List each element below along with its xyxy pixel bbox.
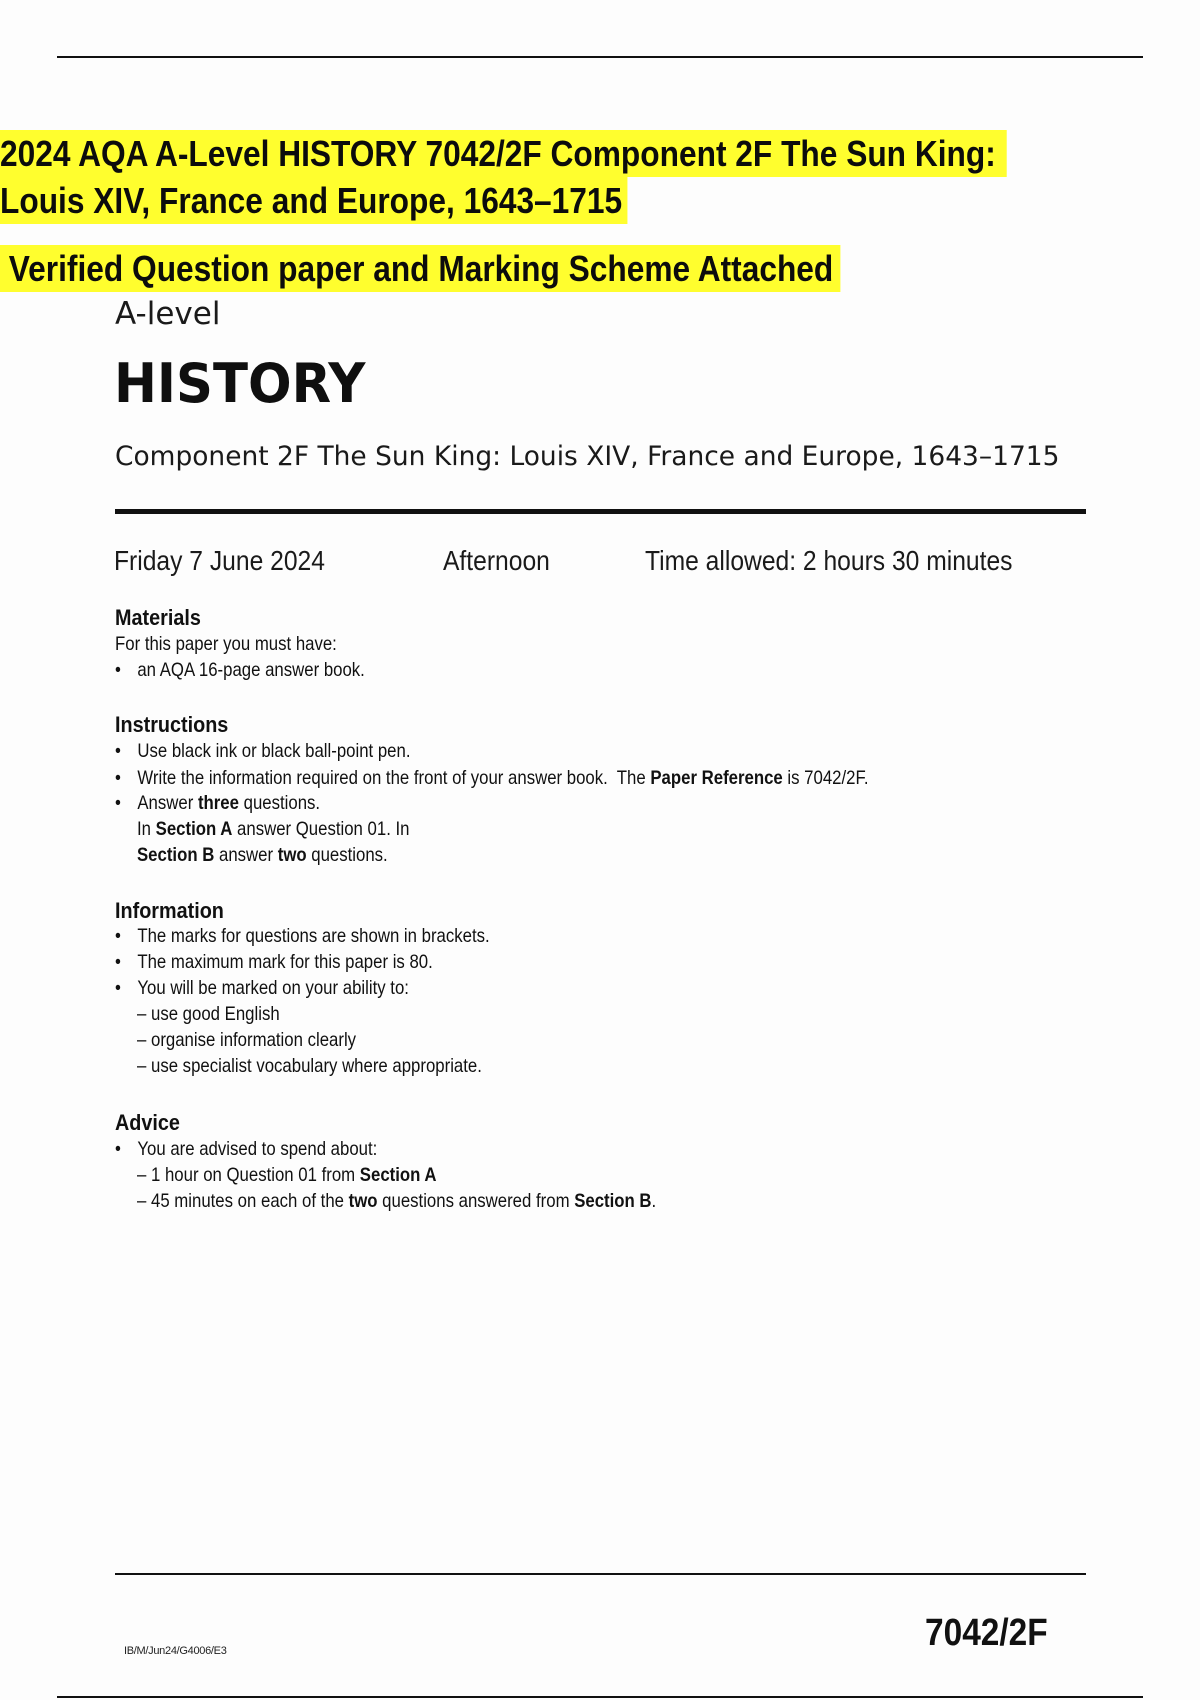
banner-title-line2: Louis XIV, France and Europe, 1643–1715	[0, 177, 627, 224]
bullet-icon: •	[115, 925, 121, 947]
top-rule	[57, 56, 1143, 58]
instruction-item-1: • Use black ink or black ball-point pen.	[115, 740, 411, 762]
bullet-icon: •	[115, 1138, 121, 1160]
information-sub-3: – use specialist vocabulary where appropriate.	[137, 1055, 482, 1077]
paper-component: Component 2F The Sun King: Louis XIV, France and Europe, 1643–1715	[115, 441, 1060, 472]
banner-title-line1: 2024 AQA A-Level HISTORY 7042/2F Component 2F The Sun King:	[0, 130, 1006, 177]
time-allowed: Time allowed: 2 hours 30 minutes	[645, 545, 1013, 576]
advice-sub-1: – 1 hour on Question 01 from Section A	[137, 1164, 437, 1186]
bullet-icon: •	[115, 659, 121, 681]
bullet-icon: •	[115, 951, 121, 973]
instructions-heading: Instructions	[115, 712, 229, 737]
bullet-icon: •	[115, 977, 121, 999]
materials-intro: For this paper you must have:	[115, 633, 337, 655]
materials-heading: Materials	[115, 605, 201, 630]
bottom-rule	[57, 1696, 1143, 1698]
header-rule	[115, 509, 1086, 514]
information-heading: Information	[115, 898, 224, 923]
bullet-icon: •	[115, 740, 121, 762]
footer-rule	[115, 1573, 1086, 1575]
instruction-item-3-line-2: In Section A answer Question 01. In	[137, 818, 410, 840]
information-item-2: • The maximum mark for this paper is 80.	[115, 951, 433, 973]
exam-session: Afternoon	[443, 545, 550, 576]
information-sub-2: – organise information clearly	[137, 1029, 357, 1051]
bullet-icon: •	[115, 792, 121, 814]
advice-heading: Advice	[115, 1110, 180, 1135]
paper-subject: HISTORY	[114, 352, 366, 415]
exam-date: Friday 7 June 2024	[114, 545, 325, 576]
instruction-item-3: • Answer three questions.	[115, 792, 321, 814]
advice-item-1: • You are advised to spend about:	[115, 1138, 378, 1160]
materials-item: • an AQA 16-page answer book.	[115, 659, 365, 681]
instruction-item-3-line-3: Section B answer two questions.	[137, 844, 388, 866]
paper-reference: 7042/2F	[925, 1612, 1048, 1654]
footer-code: IB/M/Jun24/G4006/E3	[124, 1645, 227, 1657]
banner-subtitle: Verified Question paper and Marking Scheme Attached	[0, 245, 840, 292]
advice-sub-2: – 45 minutes on each of the two questions answered from Section B.	[137, 1190, 657, 1212]
bullet-icon: •	[115, 767, 121, 789]
information-item-3: • You will be marked on your ability to:	[115, 977, 409, 999]
instruction-item-2: • Write the information required on the front of your answer book. The Paper Reference is 7042/2F.	[115, 767, 869, 789]
information-sub-1: – use good English	[137, 1003, 280, 1025]
information-item-1: • The marks for questions are shown in brackets.	[115, 925, 490, 947]
paper-level: A-level	[115, 296, 221, 332]
